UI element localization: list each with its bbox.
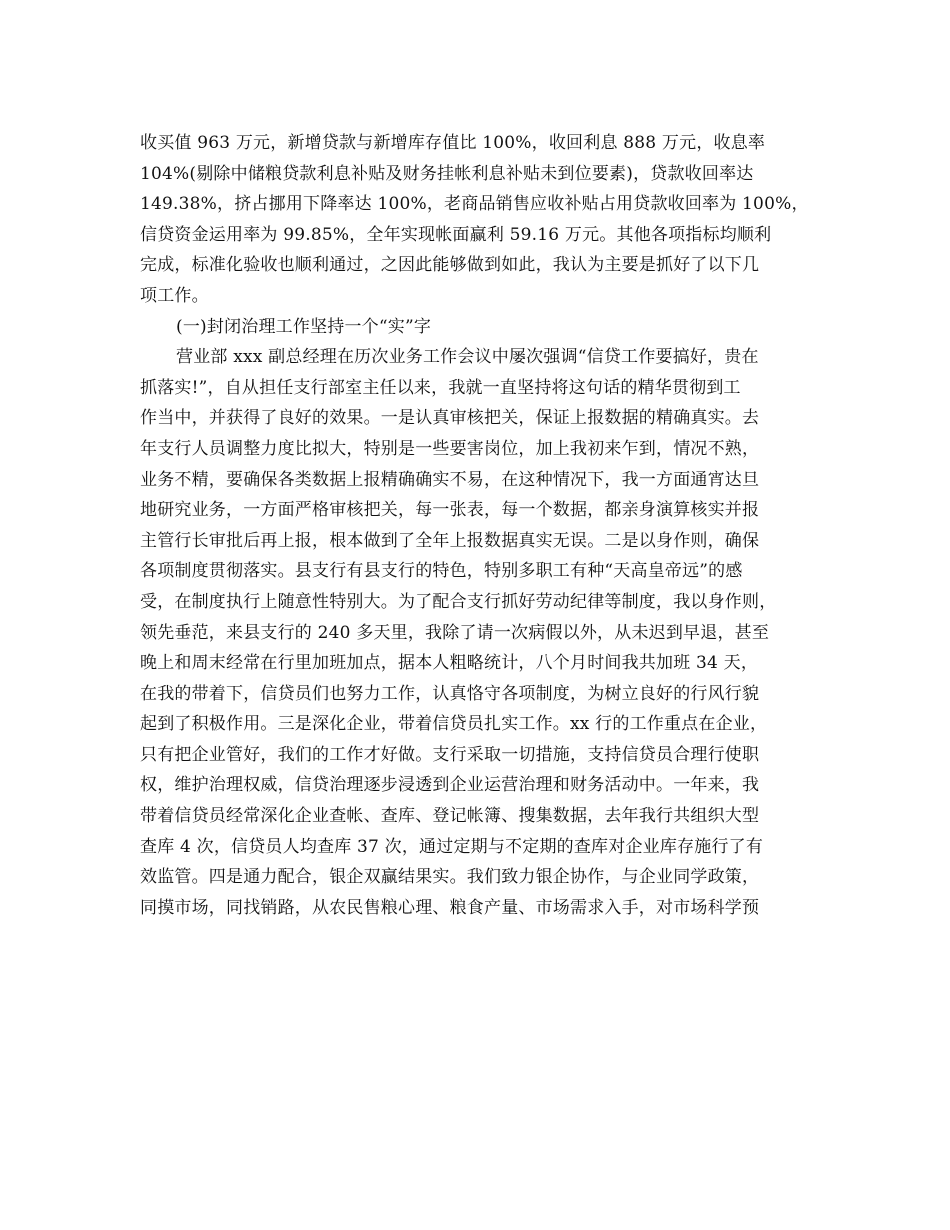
section-heading: (一)封闭治理工作坚持一个“实”字 — [176, 316, 432, 337]
text-line-14: 主管行长审批后再上报，根本做到了全年上报数据真实无误。二是以身作则，确保 — [140, 530, 760, 551]
text-line-17: 领先垂范，来县支行的 240 多天里，我除了请一次病假以外，从未迟到早退，甚至 — [140, 622, 770, 643]
text-line-26: 同摸市场，同找销路，从农民售粮心理、粮食产量、市场需求入手，对市场科学预 — [140, 897, 760, 918]
text-line-18: 晚上和周末经常在行里加班加点，据本人粗略统计，八个月时间我共加班 34 天， — [140, 653, 759, 674]
text-line-21: 只有把企业管好，我们的工作才好做。支行采取一切措施，支持信贷员合理行使职 — [140, 744, 760, 765]
text-line-15: 各项制度贯彻落实。县支行有县支行的特色，特别多职工有种“天高皇帝远”的感 — [140, 561, 743, 582]
text-line-19: 在我的带着下，信贷员们也努力工作，认真恪守各项制度，为树立良好的行风行貌 — [140, 683, 760, 704]
text-line-5: 完成，标准化验收也顺利通过，之因此能够做到如此，我认为主要是抓好了以下几 — [140, 255, 760, 276]
text-line-2: 104%(剔除中储粮贷款利息补贴及财务挂帐利息补贴未到位要素)，贷款收回率达 — [140, 163, 754, 184]
text-line-24: 查库 4 次，信贷员人均查库 37 次，通过定期与不定期的查库对企业库存施行了有 — [140, 836, 764, 857]
text-line-1: 收买值 963 万元，新增贷款与新增库存值比 100%，收回利息 888 万元，收息率 — [140, 133, 766, 153]
text-line-4: 信贷资金运用率为 99.85%，全年实现帐面赢利 59.16 万元。其他各项指标均顺利 — [140, 224, 772, 245]
text-line-11: 年支行人员调整力度比拟大，特别是一些要害岗位，加上我初来乍到，情况不熟， — [140, 438, 760, 459]
text-line-12: 业务不精，要确保各类数据上报精确确实不易，在这种情况下，我一方面通宵达旦 — [140, 469, 760, 490]
text-line-16: 受，在制度执行上随意性特别大。为了配合支行抓好劳动纪律等制度，我以身作则， — [140, 591, 777, 612]
text-line-10: 作当中，并获得了良好的效果。一是认真审核把关，保证上报数据的精确真实。去 — [140, 408, 760, 429]
text-line-25: 效监管。四是通力配合，银企双赢结果实。我们致力银企协作，与企业同学政策， — [140, 867, 760, 888]
text-line-13: 地研究业务，一方面严格审核把关，每一张表，每一个数据，都亲身演算核实并报 — [140, 500, 760, 521]
text-line-20: 起到了积极作用。三是深化企业，带着信贷员扎实工作。xx 行的工作重点在企业， — [140, 714, 768, 735]
body-text — [140, 128, 830, 923]
text-line-3: 149.38%，挤占挪用下降率达 100%，老商品销售应收补贴占用贷款收回率为 100%， — [140, 194, 809, 215]
text-line-8: 营业部 xxx 副总经理在历次业务工作会议中屡次强调“信贷工作要搞好，贵在 — [176, 347, 759, 368]
text-line-23: 带着信贷员经常深化企业查帐、查库、登记帐簿、搜集数据，去年我行共组织大型 — [140, 806, 760, 827]
text-line-22: 权，维护治理权威，信贷治理逐步浸透到企业运营治理和财务活动中。一年来，我 — [140, 775, 760, 796]
text-line-6: 项工作。 — [140, 285, 209, 306]
text-line-9: 抓落实!”，自从担任支行部室主任以来，我就一直坚持将这句话的精华贯彻到工 — [140, 377, 741, 398]
